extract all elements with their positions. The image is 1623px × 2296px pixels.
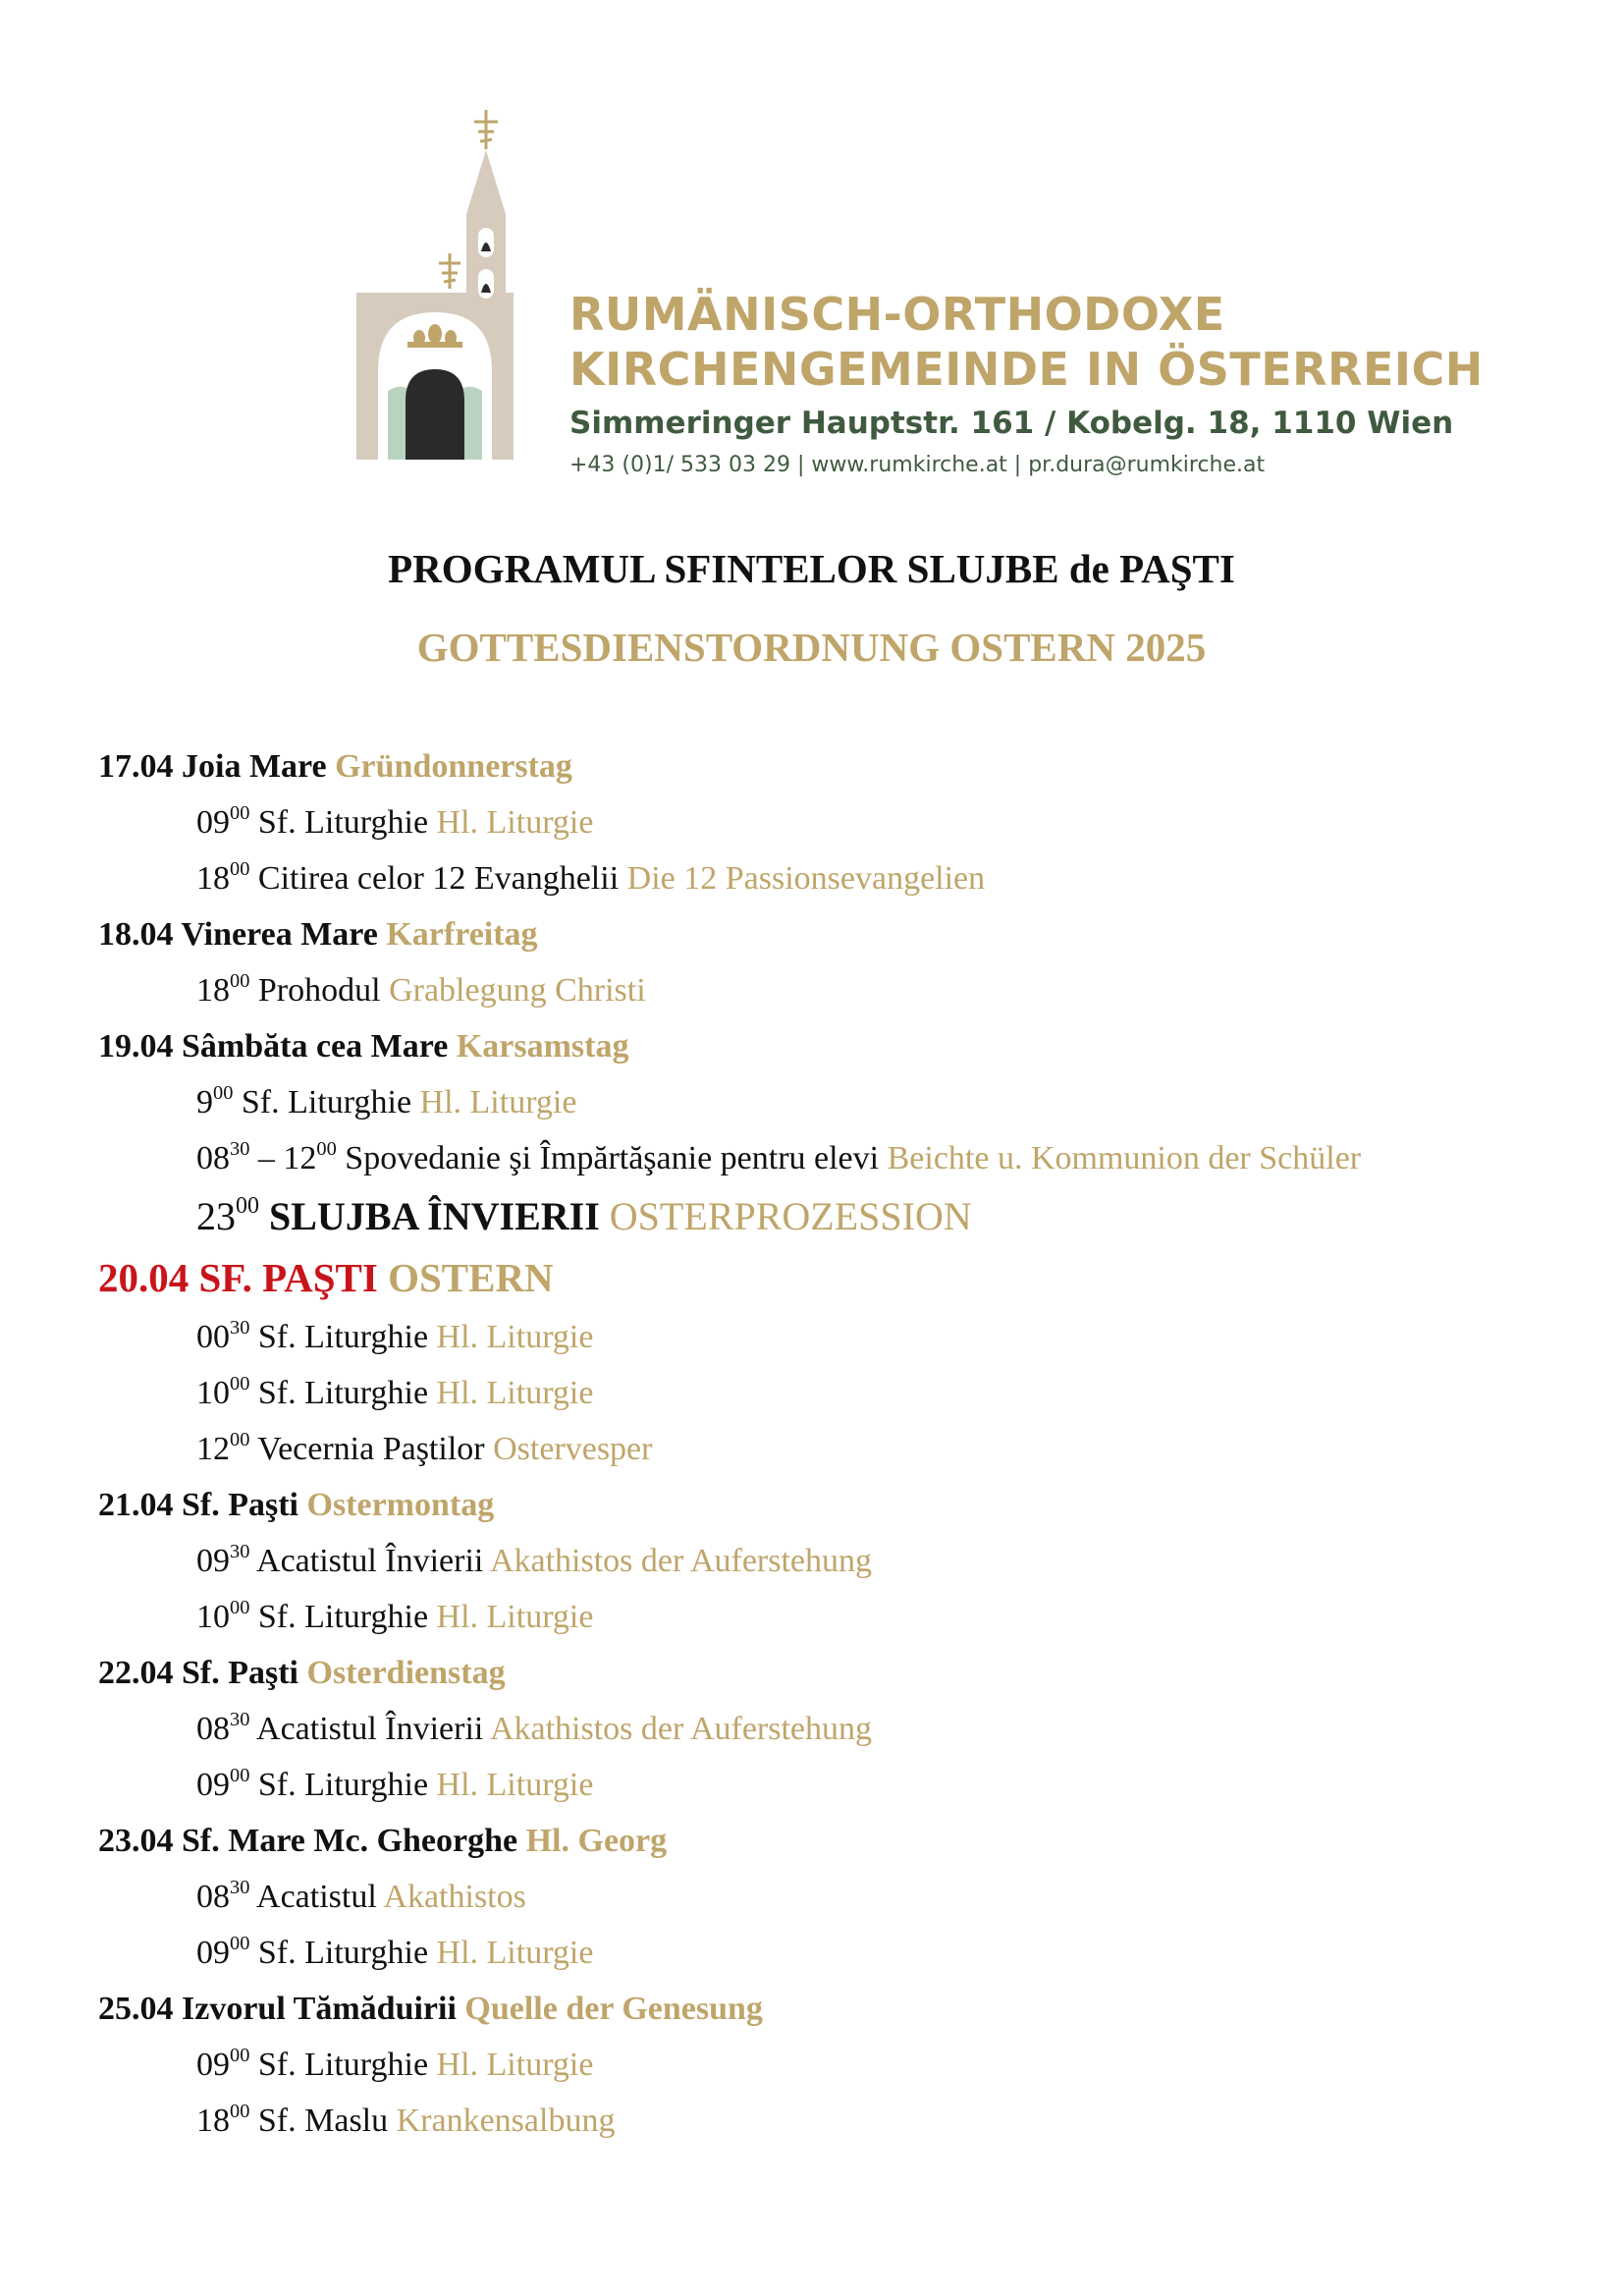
service-de: Die 12 Passionsevangelien — [626, 860, 986, 897]
day-date: 21.04 Sf. Paşti — [98, 1487, 298, 1523]
org-address: Simmeringer Hauptstr. 161 / Kobelg. 18, 1110 Wien — [569, 406, 1454, 441]
service-time: $23^{00}$ — [196, 1193, 259, 1238]
day-name-de: Ostermontag — [306, 1487, 495, 1523]
service-row — [98, 2093, 1571, 2149]
service-row — [98, 1701, 1571, 1757]
service-de: Hl. Liturgie — [436, 1935, 594, 1971]
service-row — [98, 794, 1571, 850]
service-de: Hl. Liturgie — [419, 1084, 577, 1121]
day-name-de: Quelle der Genesung — [464, 1991, 763, 2027]
service-ro: Vecernia Paştilor — [257, 1431, 485, 1467]
day-date: 18.04 Vinerea Mare — [98, 916, 378, 953]
organization-info — [569, 287, 1484, 485]
service-de: Hl. Liturgie — [436, 804, 594, 841]
service-ro: Prohodul — [257, 972, 381, 1009]
service-ro: Citirea celor 12 Evanghelii — [257, 860, 620, 897]
service-time: $08^{30} - 12^{00}$ — [196, 1137, 337, 1176]
service-ro: Acatistul — [256, 1879, 377, 1915]
service-time: $09^{00}$ — [196, 2044, 250, 2083]
day-heading — [98, 1477, 1571, 1533]
day-heading — [98, 1247, 1571, 1309]
service-de: Beichte u. Kommunion der Schüler — [887, 1140, 1362, 1176]
service-ro: Sf. Liturghie — [241, 1084, 412, 1121]
service-time: $10^{00}$ — [196, 1596, 250, 1635]
service-de: Krankensalbung — [396, 2103, 616, 2139]
day-name-de: Hl. Georg — [525, 1823, 668, 1859]
service-time: $18^{00}$ — [196, 969, 250, 1009]
day-name-de: Karfreitag — [386, 916, 538, 953]
service-time: $09^{00}$ — [196, 1932, 250, 1971]
service-time: $08^{30}$ — [196, 1708, 250, 1747]
day-name-de: Gründonnerstag — [335, 748, 572, 785]
day-heading — [98, 1018, 1571, 1074]
service-row — [98, 1186, 1571, 1247]
service-ro: Sf. Maslu — [257, 2103, 389, 2139]
day-heading — [98, 738, 1571, 794]
service-row — [98, 1365, 1571, 1421]
service-time: $08^{30}$ — [196, 1876, 250, 1915]
service-de: Hl. Liturgie — [436, 1767, 594, 1803]
service-row — [98, 962, 1571, 1018]
service-time: $09^{00}$ — [196, 801, 250, 841]
service-ro: Sf. Liturghie — [257, 1319, 429, 1355]
service-de: Grablegung Christi — [389, 972, 646, 1009]
day-date: 23.04 Sf. Mare Mc. Gheorghe — [98, 1823, 518, 1859]
page-title-ro: PROGRAMUL SFINTELOR SLUJBE de PAŞTI — [388, 546, 1235, 591]
service-time: $18^{00}$ — [196, 857, 250, 897]
service-row — [98, 850, 1571, 906]
service-ro: SLUJBA ÎNVIERII — [269, 1194, 600, 1238]
service-row — [98, 1757, 1571, 1813]
day-date: 17.04 Joia Mare — [98, 748, 327, 785]
service-row — [98, 1589, 1571, 1645]
service-time: $09^{00}$ — [196, 1764, 250, 1803]
service-de: Akathistos der Auferstehung — [489, 1711, 873, 1747]
day-name-de: Karsamstag — [456, 1028, 629, 1065]
schedule — [98, 738, 1571, 2149]
service-ro: Sf. Liturghie — [257, 804, 429, 841]
service-row — [98, 1533, 1571, 1589]
service-de: Akathistos der Auferstehung — [489, 1543, 873, 1579]
service-row — [98, 1421, 1571, 1477]
service-de: Ostervesper — [493, 1431, 653, 1467]
service-row — [98, 2037, 1571, 2093]
service-time: $12^{00}$ — [196, 1428, 250, 1467]
day-heading — [98, 1981, 1571, 2037]
service-de: Hl. Liturgie — [436, 1319, 594, 1355]
day-date: 22.04 Sf. Paşti — [98, 1655, 298, 1691]
service-ro: Sf. Liturghie — [257, 1767, 429, 1803]
day-name-de: OSTERN — [388, 1255, 554, 1300]
service-row — [98, 1130, 1571, 1186]
service-time: $00^{30}$ — [196, 1316, 250, 1355]
day-date: 25.04 Izvorul Tămăduirii — [98, 1991, 457, 2027]
service-time: $18^{00}$ — [196, 2100, 250, 2139]
service-time: $10^{00}$ — [196, 1372, 250, 1411]
service-de: Hl. Liturgie — [436, 1599, 594, 1635]
page-title-de: GOTTESDIENSTORDNUNG OSTERN 2025 — [416, 625, 1207, 670]
org-contact: +43 (0)1/ 533 03 29 | www.rumkirche.at | pr.dura@rumkirche.at — [569, 453, 1266, 477]
service-time: $9^{00}$ — [196, 1081, 234, 1121]
service-ro: Sf. Liturghie — [257, 1935, 429, 1971]
day-heading — [98, 1645, 1571, 1701]
service-de: OSTERPROZESSION — [609, 1194, 972, 1238]
service-ro: Sf. Liturghie — [257, 1375, 429, 1411]
header — [0, 0, 1623, 481]
service-row — [98, 1925, 1571, 1981]
service-ro: Sf. Liturghie — [257, 2047, 429, 2083]
service-de: Akathistos — [383, 1879, 526, 1915]
org-name-line2: KIRCHENGEMEINDE IN ÖSTERREICH — [569, 343, 1484, 396]
service-row — [98, 1869, 1571, 1925]
church-logo-icon — [349, 106, 555, 465]
day-heading — [98, 1813, 1571, 1869]
day-date: 20.04 SF. PAŞTI — [98, 1255, 378, 1300]
service-time: $09^{30}$ — [196, 1540, 250, 1579]
service-ro: Acatistul Învierii — [256, 1543, 484, 1579]
org-name-line1: RUMÄNISCH-ORTHODOXE — [569, 288, 1225, 341]
day-date: 19.04 Sâmbăta cea Mare — [98, 1028, 449, 1065]
service-row — [98, 1309, 1571, 1365]
service-ro: Spovedanie şi Împărtăşanie pentru elevi — [345, 1140, 880, 1176]
service-de: Hl. Liturgie — [436, 1375, 594, 1411]
service-de: Hl. Liturgie — [436, 2047, 594, 2083]
service-ro: Sf. Liturghie — [257, 1599, 429, 1635]
service-ro: Acatistul Învierii — [256, 1711, 484, 1747]
day-heading — [98, 906, 1571, 962]
service-row — [98, 1074, 1571, 1130]
day-name-de: Osterdienstag — [306, 1655, 506, 1691]
